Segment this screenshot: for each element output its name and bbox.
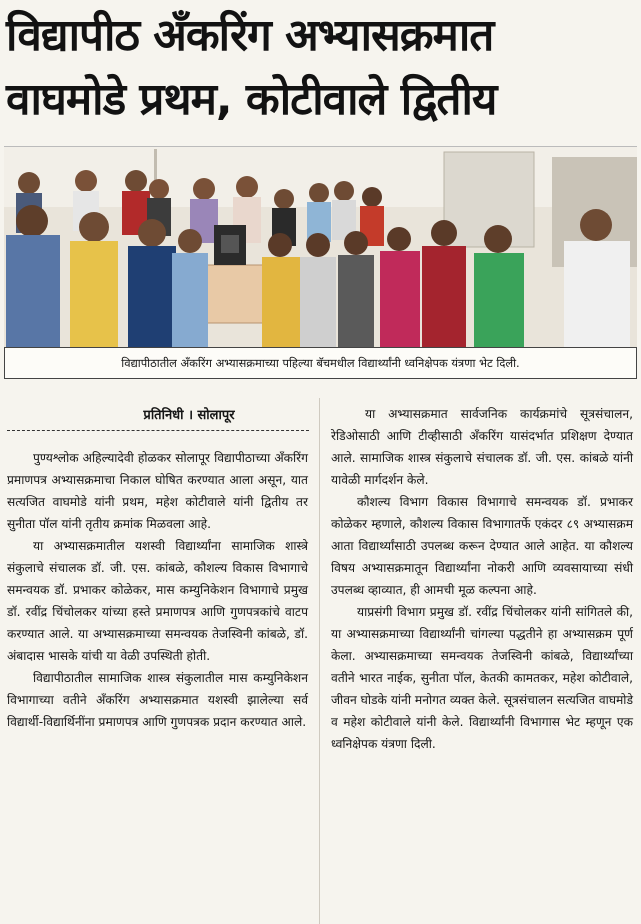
paragraph: कौशल्य विभाग विकास विभागाचे समन्वयक डॉ. प्रभाकर कोळेकर म्हणाले, कौशल्य विकास विभागातर्फे एकंदर ८९ अभ्यासक्रम आता विद्यार्थ्यांसाठी उपलब्ध करून देण्यात आले आहेत. या कौशल्य विषय अभ्यासक्रमातून विद्यार्थ्यांना नोकरी आणि व्यवसायाच्या संधी उपलब्ध व्हाव्यात, ही आमची मूळ कल्पना आहे. [331,495,633,597]
paragraph: विद्यापीठातील सामाजिक शास्त्र संकुलातील मास कम्युनिकेशन विभागाच्या वतीने अँकरिंग अभ्यासक्रमात यशस्वी झालेल्या सर्व विद्यार्थी-विद्यार्थिनींना प्रमाणपत्र आणि गुणपत्रक प्रदान करण्यात आले. [7,671,308,729]
paragraph: याप्रसंगी विभाग प्रमुख डॉ. रवींद्र चिंचोलकर यांनी सांगितले की, या अभ्यासक्रमाच्या विद्यार्थ्यांनी चांगल्या पद्धतीने हा अभ्यासक्रम पूर्ण केला. अभ्यासक्रमाच्या समन्वयक तेजस्विनी कांबळे, विद्यार्थ्यांच्या वतीने भारत नाईक, सुनीता पॉल, केतकी कामतकर, महेश कोटीवाले, जीवन घोडके यांनी मनोगत व्यक्त केले. सूत्रसंचालन सत्यजित वाघमोडे व महेश कोटीवाले यांनी केले. विद्यार्थ्यांनी विभागास भेट म्हणून एक ध्वनिक्षेपक यंत्रणा दिली. [331,605,633,751]
group-photo [4,146,637,348]
headline-line-1: विद्यापीठ अँकरिंग अभ्यासक्रमात [6,10,494,61]
column-divider [319,398,320,924]
headline [6,4,636,132]
article-column-left [7,447,308,733]
paragraph: या अभ्यासक्रमात सार्वजनिक कार्यक्रमांचे सूत्रसंचालन, रेडिओसाठी आणि टीव्हीसाठी अँकरिंग यासंदर्भात प्रशिक्षण देण्यात आले. सामाजिक शास्त्र संकुलाचे संचालक डॉ. जी. एस. कांबळे यांनी यावेळी मार्गदर्शन केले. [331,407,633,487]
photo-caption: विद्यापीठातील अँकरिंग अभ्यासक्रमाच्या पहिल्या बॅचमधील विद्यार्थ्यांनी ध्वनिक्षेपक यंत्रणा भेट दिली. [4,347,637,379]
byline: प्रतिनिधी । सोलापूर [143,408,235,423]
byline-rule [7,430,309,431]
article-column-right [331,403,633,755]
headline-line-2: वाघमोडे प्रथम, कोटीवाले द्वितीय [6,74,497,125]
paragraph: या अभ्यासक्रमातील यशस्वी विद्यार्थ्यांना सामाजिक शास्त्रे संकुलाचे संचालक डॉ. जी. एस. कांबळे, कौशल्य विकास विभागाचे समन्वयक डॉ. प्रभाकर कोळेकर, मास कम्युनिकेशन विभागाचे प्रमुख डॉ. रवींद्र चिंचोलकर यांच्या हस्ते प्रमाणपत्र आणि गुणपत्रकांचे वाटप करण्यात आले. या अभ्यासक्रमाच्या समन्वयक तेजस्विनी कांबळे, डॉ. अंबादास भासके यांची या वेळी उपस्थिती होती. [7,539,308,663]
paragraph: पुण्यश्लोक अहिल्यादेवी होळकर सोलापूर विद्यापीठाच्या अँकरिंग प्रमाणपत्र अभ्यासक्रमाचा निकाल घोषित करण्यात आला असून, यात सत्यजित वाघमोडे यांनी प्रथम, महेश कोटीवाले यांनी द्वितीय तर सुनीता पॉल यांनी तृतीय क्रमांक मिळवला आहे. [7,451,308,531]
